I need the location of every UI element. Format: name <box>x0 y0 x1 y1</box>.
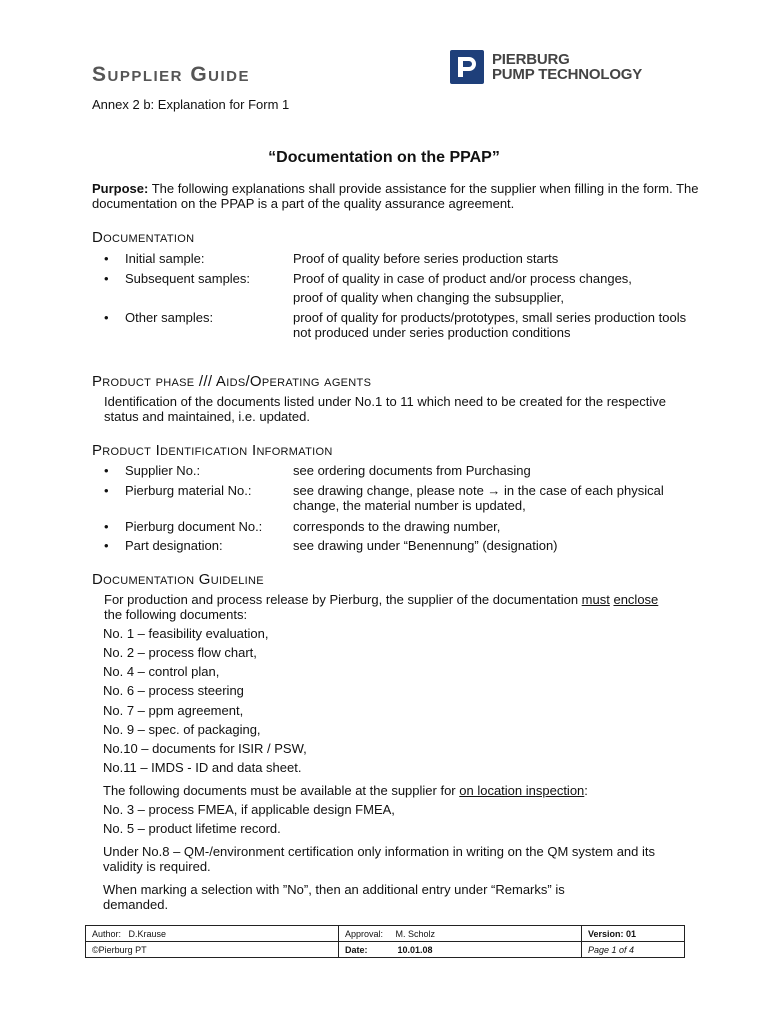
doc-item-value: Proof of quality in case of product and/or process changes, <box>293 271 632 286</box>
section-guideline: Documentation Guideline <box>92 571 264 588</box>
bullet: • <box>104 538 109 553</box>
onsite-intro <box>103 783 588 798</box>
guideline-intro-text: For production and process release by Pierburg, the supplier of the documentation <box>104 592 582 607</box>
guideline-intro <box>104 592 669 622</box>
id-item-label: Supplier No.: <box>125 463 201 478</box>
doc-item-value-2: proof of quality when changing the subsupplier, <box>293 290 565 305</box>
footer-approval-cell <box>339 926 582 942</box>
page-heading: “Documentation on the PPAP” <box>268 149 500 166</box>
footer-author-cell <box>86 926 339 942</box>
pierburg-logo-icon <box>450 50 484 84</box>
onsite-item: No. 5 – product lifetime record. <box>103 821 281 836</box>
footer-version-cell: Version: 01 <box>582 926 685 942</box>
logo-line1: PIERBURG <box>492 51 570 68</box>
logo-line2: PUMP TECHNOLOGY <box>492 66 643 83</box>
doc-list-item: No. 1 – feasibility evaluation, <box>103 626 269 641</box>
id-item-value: see ordering documents from Purchasing <box>293 463 531 478</box>
doc-item-label: Other samples: <box>125 310 214 325</box>
id-item-value: see drawing change, please note → in the case of each physical change, the material number is updated, <box>293 483 664 513</box>
no8-note: Under No.8 – QM-/environment certification only information in writing on the QM system and its validity is required. <box>103 844 656 874</box>
doc-item-value: proof of quality for products/prototypes, small series production tools not produced under series production conditions <box>293 310 687 340</box>
approval-label: Approval: <box>345 928 384 939</box>
onsite-intro-text: The following documents must be available at the supplier for <box>103 783 460 798</box>
doc-list-item: No.10 – documents for ISIR / PSW, <box>103 741 307 756</box>
company-logo <box>450 50 642 84</box>
onsite-item: No. 3 – process FMEA, if applicable design FMEA, <box>103 802 395 817</box>
bullet: • <box>104 519 109 534</box>
doc-list-item: No. 2 – process flow chart, <box>103 645 257 660</box>
author-value: D.Krause <box>128 928 167 939</box>
doc-list-item: No. 9 – spec. of packaging, <box>103 722 261 737</box>
bullet: • <box>104 483 109 498</box>
footer-date-cell <box>339 942 582 958</box>
doc-list-item: No.11 – IMDS - ID and data sheet. <box>103 760 302 775</box>
date-label: Date: <box>345 944 368 955</box>
section-product-phase: Product phase /// Aids/Operating agents <box>92 373 372 390</box>
bullet: • <box>104 251 109 266</box>
doc-list-item: No. 6 – process steering <box>103 683 244 698</box>
document-title: Supplier Guide <box>92 63 251 86</box>
id-item-label: Part designation: <box>125 538 223 553</box>
section-identification: Product Identification Information <box>92 442 333 459</box>
id-item-label: Pierburg document No.: <box>125 519 263 534</box>
guideline-enclose: enclose <box>613 592 659 607</box>
doc-item-value: Proof of quality before series production starts <box>293 251 559 266</box>
purpose-paragraph <box>92 181 702 211</box>
id-item-label: Pierburg material No.: <box>125 483 252 498</box>
id-item-value: see drawing under “Benennung” (designation) <box>293 538 558 553</box>
doc-item-label: Subsequent samples: <box>125 271 251 286</box>
author-label: Author: <box>92 928 122 939</box>
approval-value: M. Scholz <box>395 928 436 939</box>
guideline-intro-end: the following documents: <box>104 607 248 622</box>
bullet: • <box>104 310 109 325</box>
bullet: • <box>104 271 109 286</box>
purpose-label: Purpose: <box>92 181 149 196</box>
footer-copyright-cell: ©Pierburg PT <box>86 942 339 958</box>
purpose-text: The following explanations shall provide assistance for the supplier when filling in the form. The documentation on the PPAP is a part of the quality assurance agreement. <box>92 181 699 211</box>
id-item-value: corresponds to the drawing number, <box>293 519 501 534</box>
date-value: 10.01.08 <box>397 944 433 955</box>
doc-list-item: No. 7 – ppm agreement, <box>103 703 244 718</box>
doc-list-item: No. 4 – control plan, <box>103 664 220 679</box>
product-phase-text: Identification of the documents listed under No.1 to 11 which need to be created for the respective status and maintained, i.e. updated. <box>104 394 666 424</box>
doc-item-label: Initial sample: <box>125 251 205 266</box>
onsite-underline: on location inspection <box>459 783 585 798</box>
section-documentation: Documentation <box>92 229 195 246</box>
remark-note: When marking a selection with ”No”, then an additional entry under “Remarks” is demanded. <box>103 882 565 912</box>
bullet: • <box>104 463 109 478</box>
footer-table <box>85 925 685 958</box>
annex-subtitle: Annex 2 b: Explanation for Form 1 <box>92 97 290 112</box>
guideline-must: must <box>581 592 610 607</box>
footer-page-cell: Page 1 of 4 <box>582 942 685 958</box>
onsite-colon: : <box>584 783 588 798</box>
